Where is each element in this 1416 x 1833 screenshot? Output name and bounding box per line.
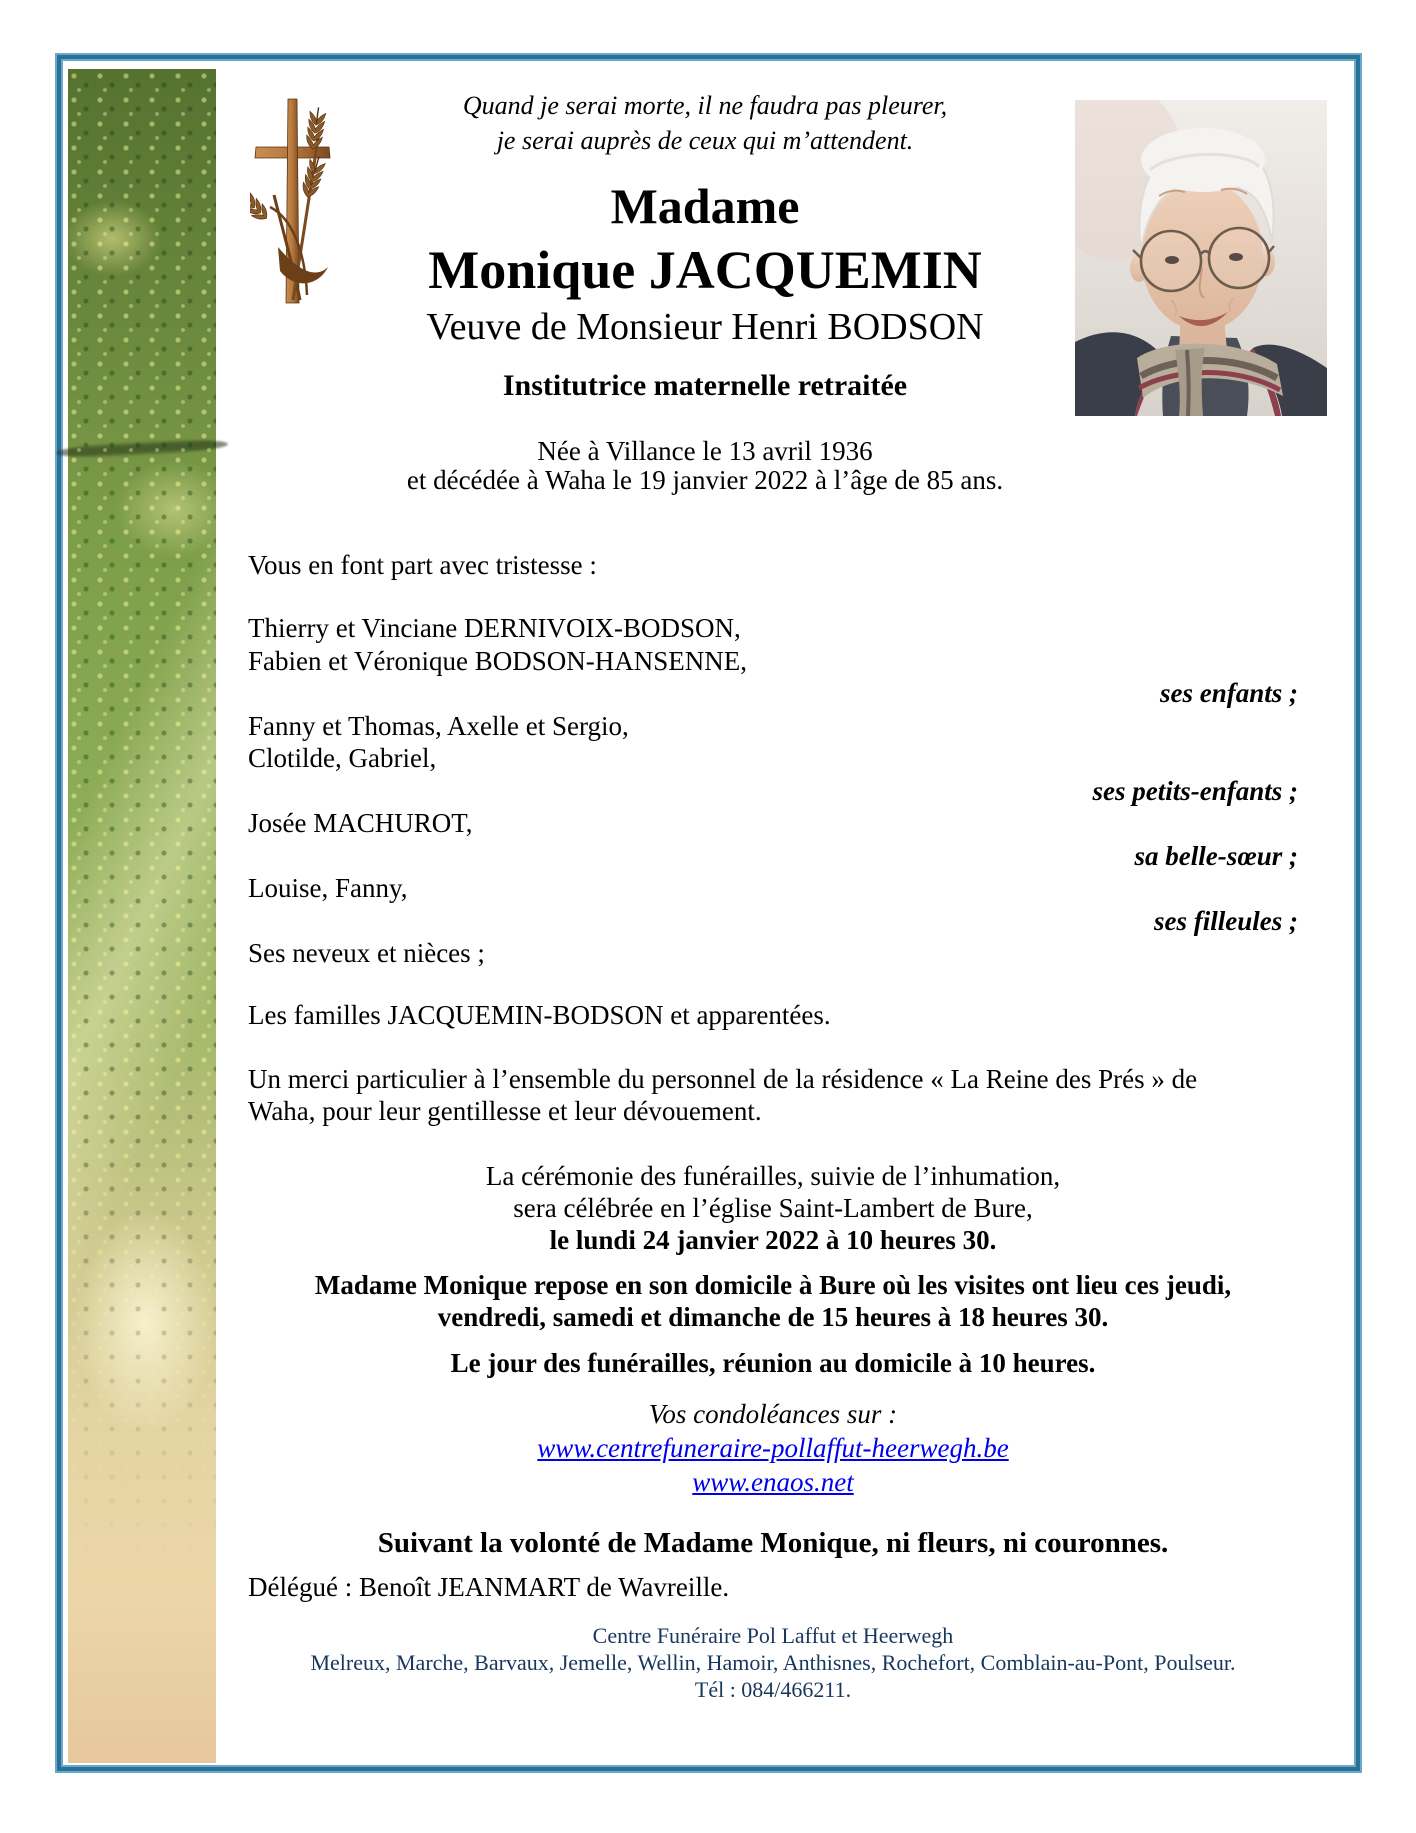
family-line: Ses neveux et nièces ; [248, 938, 485, 968]
deceased-title-block [335, 175, 1075, 407]
portrait-photo [1075, 100, 1327, 416]
visits-block [248, 1269, 1298, 1333]
family-line: Louise, Fanny, [248, 873, 408, 903]
death-line: et décédée à Waha le 19 janvier 2022 à l’âge de 85 ans. [406, 465, 1004, 495]
family-line: Fabien et Véronique BODSON-HANSENNE, [248, 645, 747, 676]
visits-line: Madame Monique repose en son domicile à Bure où les visites ont lieu ces jeudi, [314, 1270, 1232, 1300]
funeral-home-cities: Melreux, Marche, Barvaux, Jemelle, Wellin, Hamoir, Anthisnes, Rochefort, Comblain-au-Pont, Poulseur. [310, 1650, 1236, 1675]
relation-label: ses petits-enfants ; [1092, 775, 1298, 806]
no-flowers-line: Suivant la volonté de Madame Monique, ni fleurs, ni couronnes. [377, 1527, 1169, 1559]
funeral-home-footer [248, 1622, 1298, 1703]
family-list [248, 612, 1298, 970]
condolences-link-funeral-home[interactable]: www.centrefuneraire-pollaffut-heerwegh.be [537, 1433, 1009, 1463]
condolences-link-enaos[interactable]: www.enaos.net [692, 1467, 854, 1497]
deceased-name: Monique JACQUEMIN [428, 240, 982, 300]
ceremony-block [248, 1160, 1298, 1256]
condolences-label: Vos condoléances sur : [648, 1399, 898, 1429]
birth-death-block [335, 437, 1075, 495]
relation-label: ses enfants ; [1159, 678, 1298, 708]
relation-label: sa belle-sœur ; [1134, 840, 1298, 871]
related-families-line: Les familles JACQUEMIN-BODSON et apparentées. [248, 1000, 831, 1030]
forest-path-image [68, 69, 216, 1763]
family-line: Fanny et Thomas, Axelle et Sergio, [248, 710, 629, 741]
funeral-day-meeting-line: Le jour des funérailles, réunion au domicile à 10 heures. [450, 1348, 1096, 1378]
birth-line: Née à Villance le 13 avril 1936 [537, 436, 873, 466]
civility-title: Madame [610, 178, 800, 234]
cross-with-wheat-icon [250, 95, 335, 310]
epitaph-quote [340, 88, 1070, 158]
thanks-line: Waha, pour leur gentillesse et leur dévouement. [248, 1096, 762, 1126]
family-line: Josée MACHUROT, [248, 808, 473, 838]
quote-line: je serai auprès de ceux qui m’attendent. [496, 126, 914, 155]
delegate-line: Délégué : Benoît JEANMART de Wavreille. [248, 1572, 730, 1602]
ceremony-line: sera célébrée en l’église Saint-Lambert de Bure, [513, 1193, 1033, 1223]
ceremony-line: La cérémonie des funérailles, suivie de l’inhumation, [485, 1161, 1061, 1191]
visits-line: vendredi, samedi et dimanche de 15 heures à 18 heures 30. [437, 1302, 1109, 1332]
thanks-line: Un merci particulier à l’ensemble du personnel de la résidence « La Reine des Prés » de [248, 1064, 1198, 1094]
condolences-block [248, 1397, 1298, 1499]
family-line: Thierry et Vinciane DERNIVOIX-BODSON, [248, 613, 741, 643]
announcement-intro: Vous en font part avec tristesse : [248, 550, 597, 580]
relation-label: ses filleules ; [1154, 905, 1298, 936]
widow-line: Veuve de Monsieur Henri BODSON [426, 306, 984, 348]
funeral-home-phone: Tél : 084/466211. [694, 1677, 852, 1702]
quote-line: Quand je serai morte, il ne faudra pas pleurer, [462, 91, 948, 120]
funeral-home-name: Centre Funéraire Pol Laffut et Heerwegh [592, 1623, 954, 1648]
ceremony-date-line: le lundi 24 janvier 2022 à 10 heures 30. [549, 1225, 997, 1255]
thanks-paragraph [248, 1063, 1318, 1127]
family-line: Clotilde, Gabriel, [248, 743, 437, 773]
profession-line: Institutrice maternelle retraitée [502, 369, 908, 402]
